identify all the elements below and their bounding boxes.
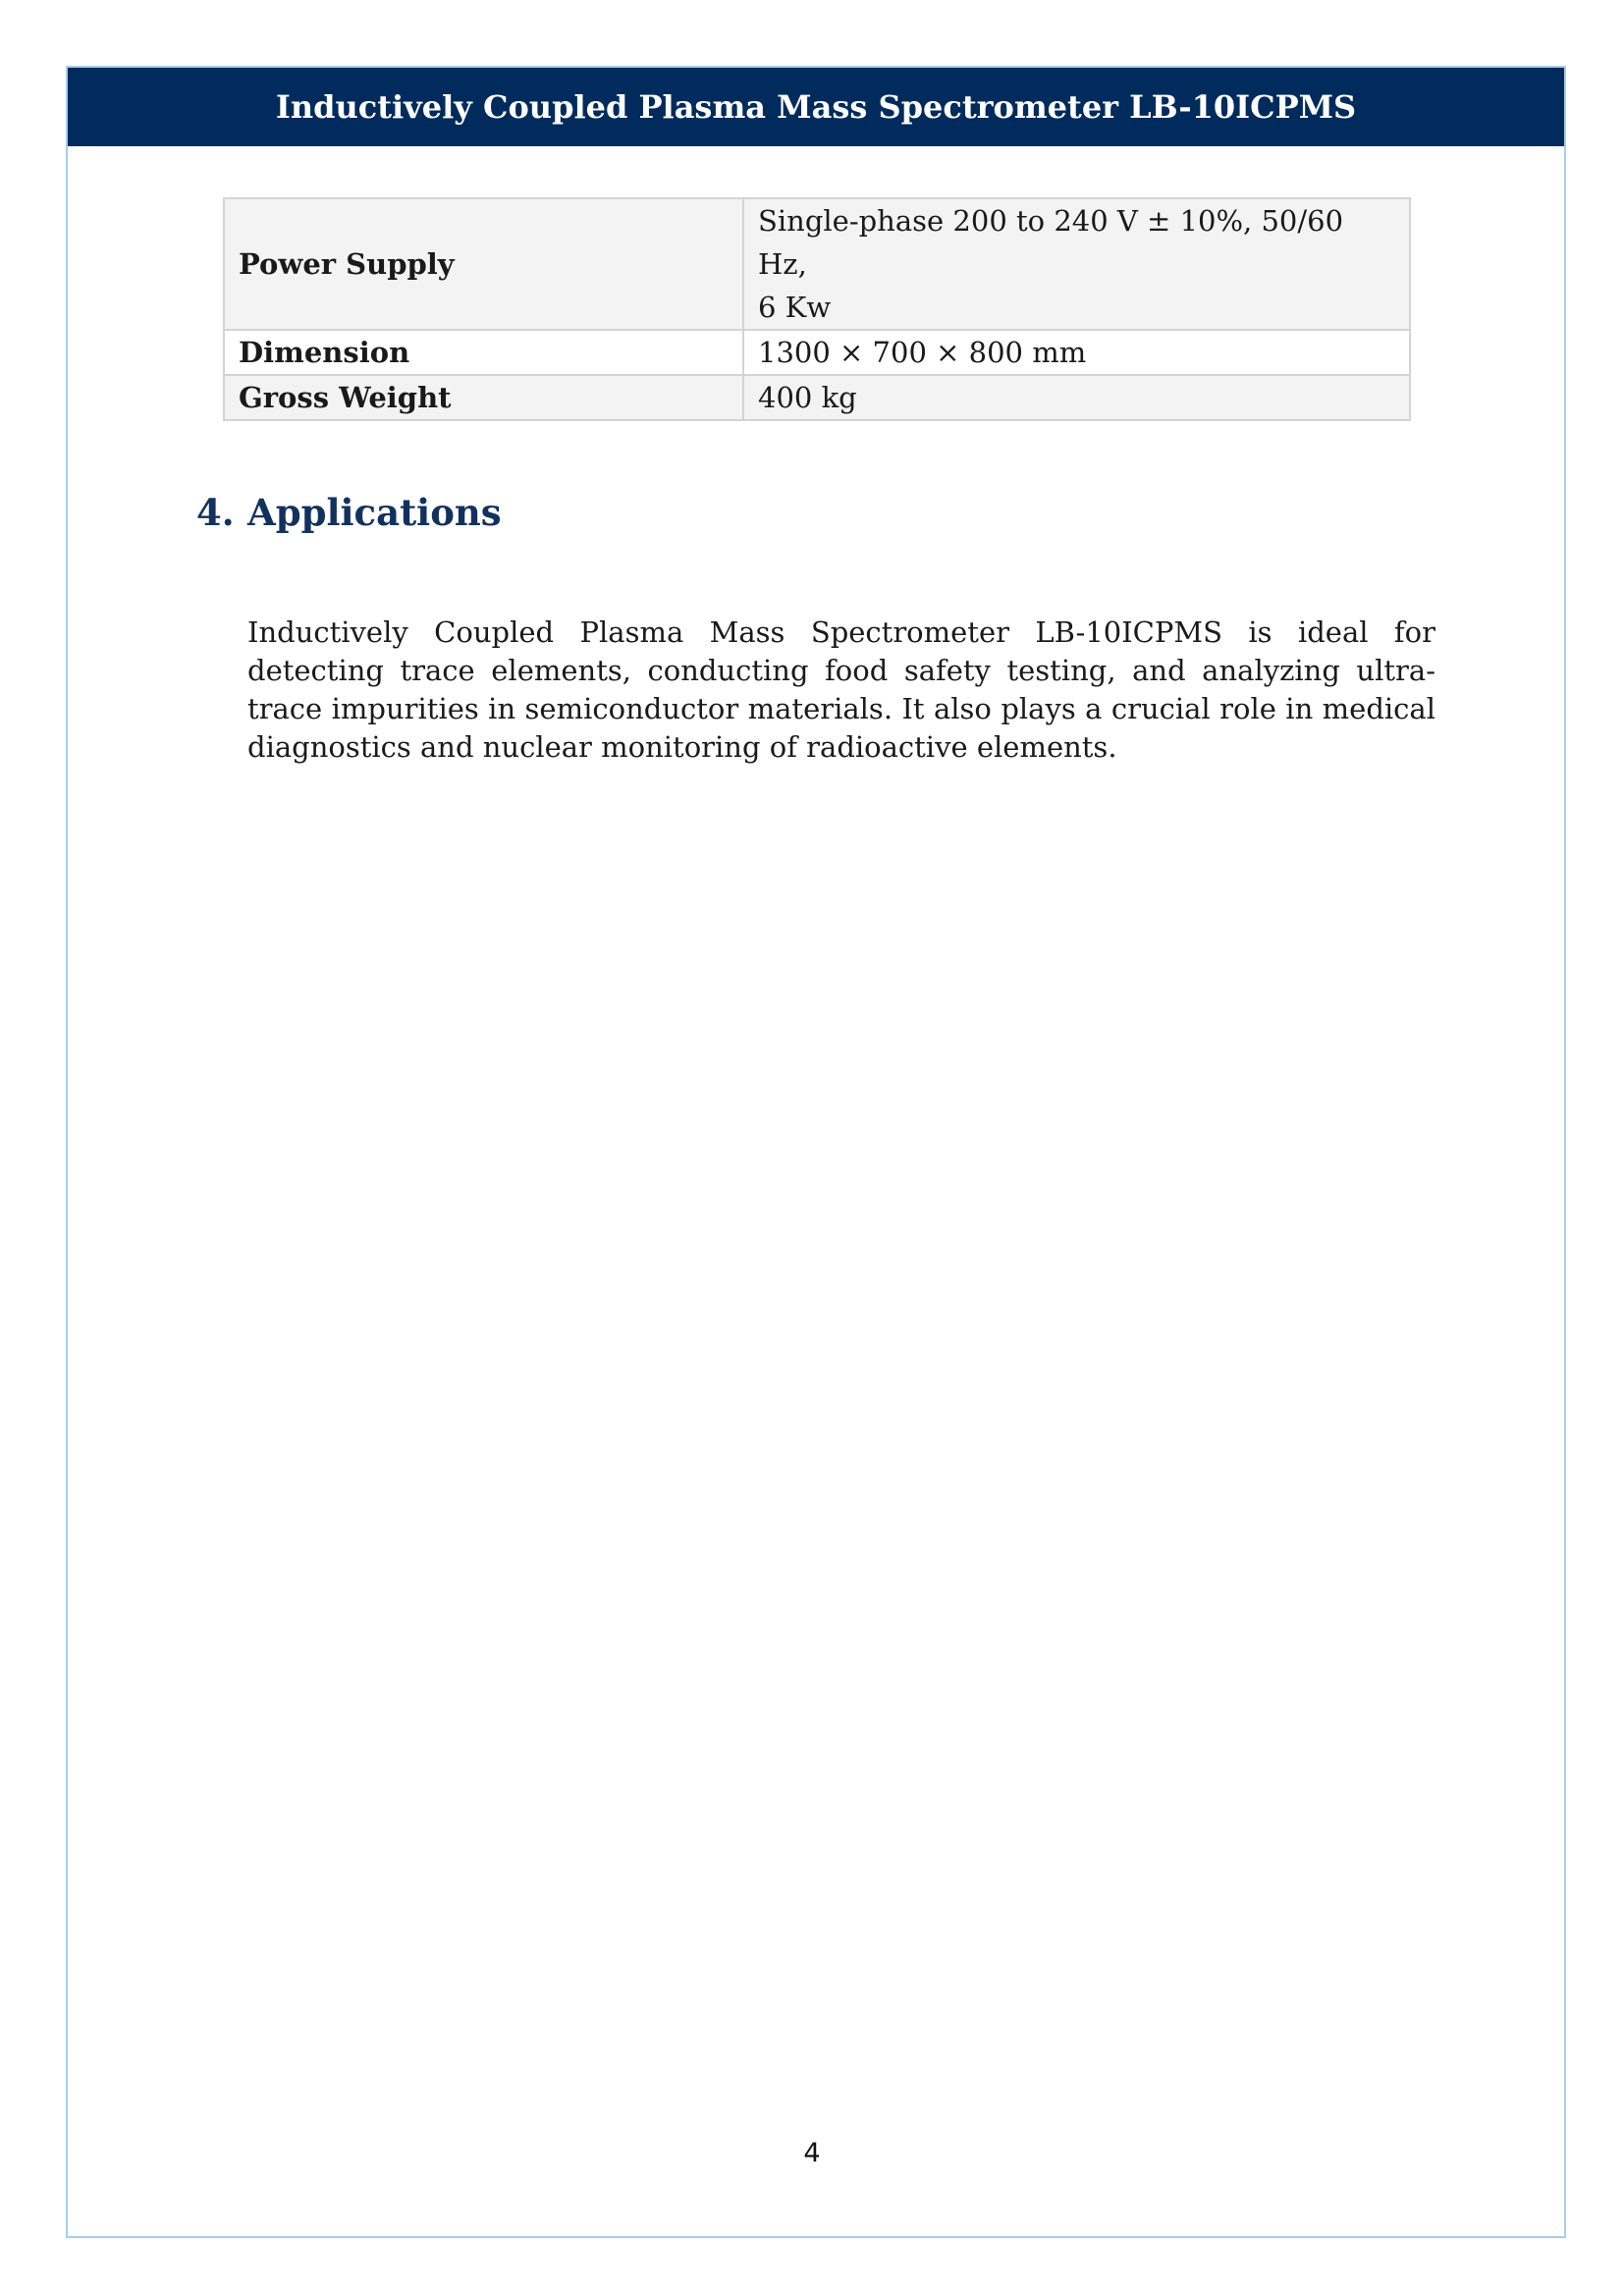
section-title: Applications bbox=[247, 491, 502, 534]
spec-value: 400 kg bbox=[743, 375, 1410, 420]
title-bar bbox=[68, 68, 1564, 146]
section-heading bbox=[196, 491, 502, 534]
spec-value-line: Single-phase 200 to 240 V ± 10%, 50/60 Hz, bbox=[758, 204, 1344, 281]
spec-value bbox=[743, 198, 1410, 330]
specification-table bbox=[223, 197, 1411, 421]
spec-label: Gross Weight bbox=[224, 375, 743, 420]
spec-value: 1300 × 700 × 800 mm bbox=[743, 330, 1410, 375]
page-number: 4 bbox=[803, 2138, 821, 2168]
table-row bbox=[224, 198, 1410, 330]
table-row bbox=[224, 375, 1410, 420]
spec-value-line: 6 Kw bbox=[758, 291, 832, 324]
table-row bbox=[224, 330, 1410, 375]
spec-label: Dimension bbox=[224, 330, 743, 375]
document-title: Inductively Coupled Plasma Mass Spectrometer LB-10ICPMS bbox=[275, 88, 1357, 126]
spec-label: Power Supply bbox=[224, 198, 743, 330]
section-number: 4. bbox=[196, 491, 235, 534]
applications-paragraph: Inductively Coupled Plasma Mass Spectrometer LB-10ICPMS is ideal for detecting trace elements, conducting food safety testing, and analyzing ultra-trace impurities in semiconductor materials. It also plays a crucial role in medical diagnostics and nuclear monitoring of radioactive elements. bbox=[247, 615, 1435, 764]
